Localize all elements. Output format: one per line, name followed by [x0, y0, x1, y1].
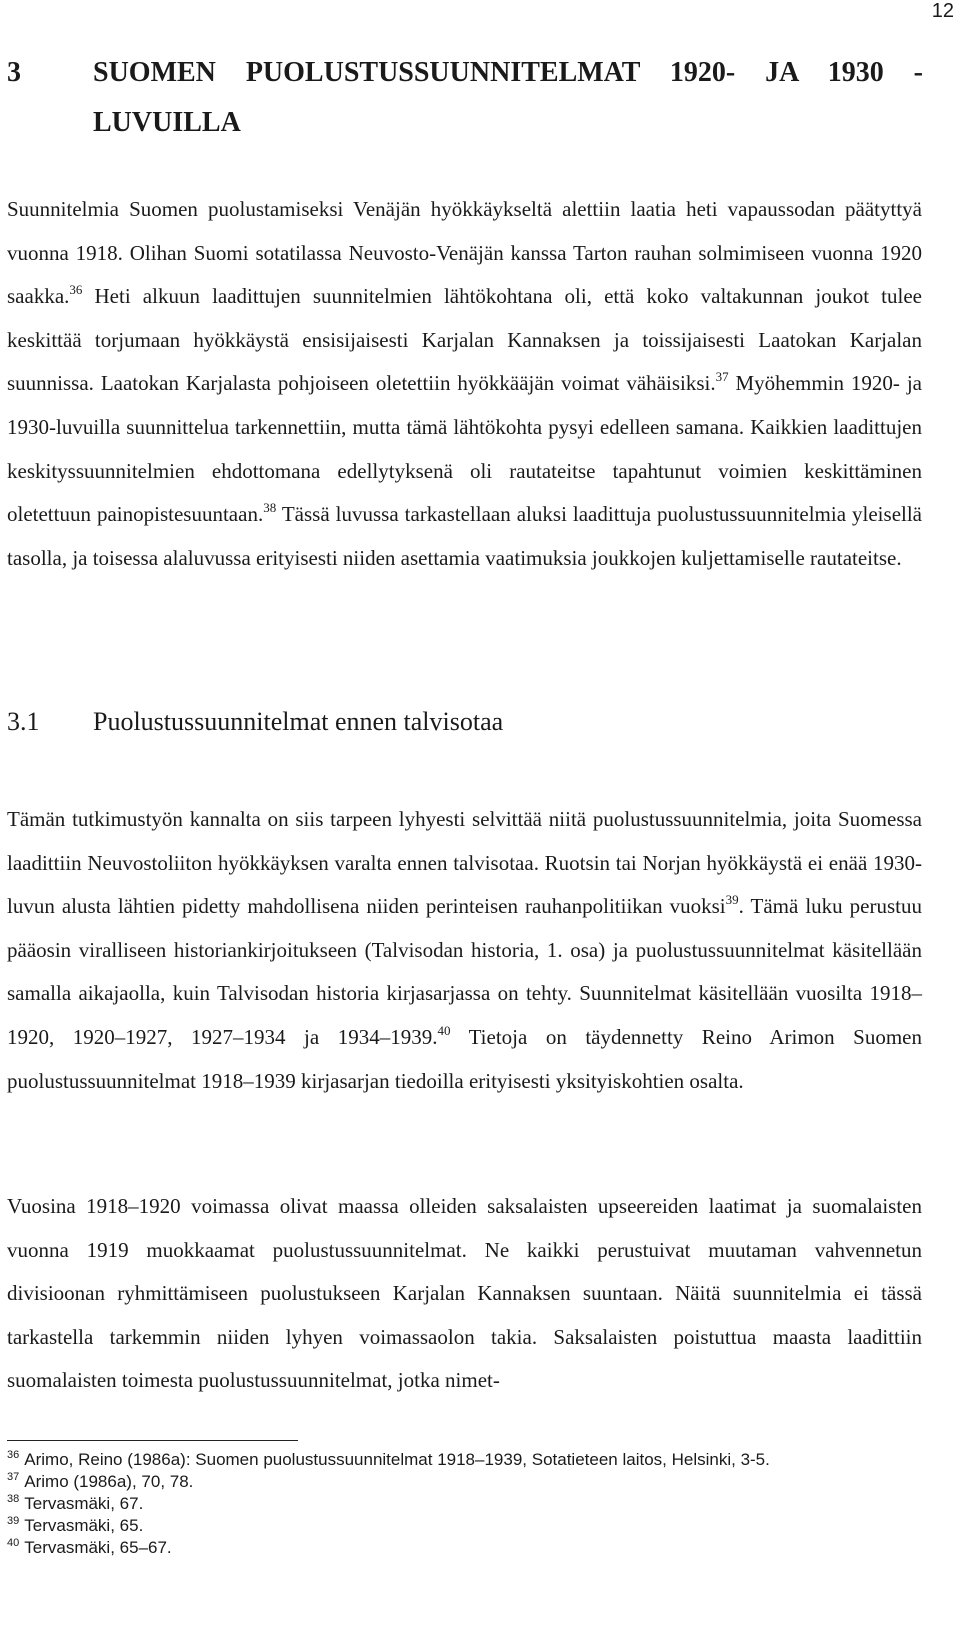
intro-text-2: Heti alkuun laadittujen suunnitelmien lähtökohtana oli, että koko valtakunnan joukot tulee keskittää torjumaan hyökkäystä ensisijaisesti Karjalan Kannaksen ja toissijaisesti Laatokan Karjalan suunnissa. Laatokan Karjalasta pohjoiseen oletettiin hyökkääjän voimat vähäisiksi. [7, 284, 922, 396]
body-paragraph-1 [7, 798, 922, 1103]
para2-text-2: . Tämä luku perustuu pääosin viralliseen historiankirjoitukseen (Talvisodan historia, 1. osa) ja puolustussuunnitelmat käsitellään samalla aikajaolla, kuin Talvisodan historia kirjasarjassa on tehty. Suunnitelmat käsitellään vuosilta 1918–1920, 1920–1927, 1927–1934 ja 1934–1939. [7, 894, 922, 1049]
footnote-list [7, 1449, 770, 1559]
para2-text-3: Tietoja on täydennetty Reino Arimon Suomen puolustussuunnitelmat 1918–1939 kirjasarjan tiedoilla erityisesti yksityiskohtien osalta. [7, 1024, 922, 1093]
footnote-number: 36 [7, 1449, 20, 1461]
footnote-number: 40 [7, 1537, 20, 1549]
footnote-text: Arimo (1986a), 70, 78. [24, 1472, 194, 1491]
intro-text-4: Tässä luvussa tarkastellaan aluksi laadittuja puolustussuunnitelmia yleisellä tasolla, ja toisessa alaluvussa erityisesti niiden asettamia vaatimuksia joukkojen kuljettamiselle rautateitse. [7, 502, 923, 570]
footnote-text: Tervasmäki, 67. [24, 1494, 144, 1513]
footnote-ref-40[interactable]: 40 [437, 1022, 451, 1038]
footnote-text: Arimo, Reino (1986a): Suomen puolustussuunnitelmat 1918–1939, Sotatieteen laitos, Helsinki, 3-5. [24, 1450, 770, 1469]
footnote-ref-38[interactable]: 38 [263, 500, 277, 516]
footnote-text: Tervasmäki, 65. [24, 1516, 144, 1535]
footnote-number: 37 [7, 1471, 20, 1483]
footnote-number: 39 [7, 1515, 20, 1527]
footnote-item [7, 1515, 770, 1537]
footnote-item [7, 1449, 770, 1471]
body-paragraph-2: Vuosina 1918–1920 voimassa olivat maassa olleiden saksalaisten upseereiden laatimat ja suomalaisten vuonna 1919 muokkaamat puolustussuunnitelmat. Ne kaikki perustuivat muutaman vahvennetun divisioonan ryhmittämiseen puolustukseen Karjalan Kannaksen suuntaan. Näitä suunnitelmia ei tässä tarkastella tarkemmin niiden lyhyen voimassaolon takia. Saksalaisten poistuttua maasta laadittiin suomalaisten toimesta puolustussuunnitelmat, jotka nimet- [7, 1194, 922, 1393]
intro-paragraph [7, 188, 922, 580]
page-number: 12 [931, 0, 954, 22]
footnote-ref-39[interactable]: 39 [725, 892, 739, 908]
intro-text-1: Suunnitelmia Suomen puolustamiseksi Venäjän hyökkäykseltä alettiin laatia heti vapaussodan päätyttyä vuonna 1918. Olihan Suomi sotatilassa Neuvosto-Venäjän kanssa Tarton rauhan solmimiseen vuonna 1920 saakka. [7, 197, 922, 309]
footnote-ref-36[interactable]: 36 [69, 282, 83, 298]
chapter-number: 3 [7, 57, 21, 88]
chapter-title-line1: SUOMEN PUOLUSTUSSUUNNITELMAT 1920- JA 1930 - [93, 57, 923, 88]
footnote-item [7, 1471, 770, 1493]
footnote-text: Tervasmäki, 65–67. [24, 1538, 172, 1557]
para2-text-1: Tämän tutkimustyön kannalta on siis tarpeen lyhyesti selvittää niitä puolustussuunnitelmia, joita Suomessa laadittiin Neuvostoliiton hyökkäyksen varalta ennen talvisotaa. Ruotsin tai Norjan hyökkäystä ei enää 1930-luvun alusta lähtien pidetty mahdollisena niiden perinteisen rauhanpolitiikan vuoksi [7, 807, 922, 919]
footnote-item [7, 1493, 770, 1515]
footnote-number: 38 [7, 1493, 20, 1505]
section-title: Puolustussuunnitelmat ennen talvisotaa [93, 707, 504, 736]
chapter-title-line2: LUVUILLA [93, 107, 241, 138]
intro-text-3: Myöhemmin 1920- ja 1930-luvuilla suunnittelua tarkennettiin, mutta tämä lähtökohta pysyi edelleen samana. Kaikkien laadittujen keskityssuunnitelmien ehdottomana edellytyksenä oli rautateitse tapahtunut voimien keskittäminen oletettuun painopistesuuntaan. [7, 371, 922, 527]
footnote-ref-37[interactable]: 37 [715, 369, 729, 385]
footnote-item [7, 1537, 770, 1559]
section-number: 3.1 [7, 707, 40, 736]
footnote-divider [7, 1440, 298, 1441]
